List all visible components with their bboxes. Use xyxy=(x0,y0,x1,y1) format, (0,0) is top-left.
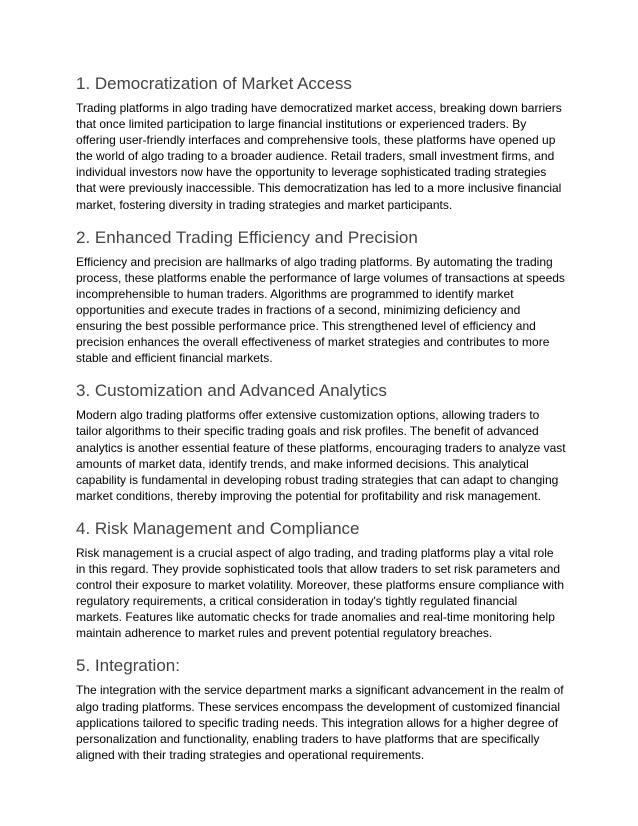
section-paragraph: Trading platforms in algo trading have democratized market access, breaking down barriers that once limited participation to large financial institutions or experienced traders. By offering user-friendly interfaces and comprehensive tools, these platforms have opened up the world of algo trading to a broader audience. Retail traders, small investment firms, and individual investors now have the opportunity to leverage sophisticated trading strategies that were previously inaccessible. This democratization has led to a more inclusive financial market, fostering diversity in trading strategies and market participants. xyxy=(76,101,562,212)
section-market-access xyxy=(76,73,566,213)
section-efficiency-precision xyxy=(76,227,566,367)
section-heading: 4. Risk Management and Compliance xyxy=(76,518,360,538)
section-heading: 3. Customization and Advanced Analytics xyxy=(76,381,387,401)
section-heading: 1. Democratization of Market Access xyxy=(76,74,352,93)
section-heading: 5. Integration: xyxy=(76,656,180,676)
section-paragraph: The integration with the service department marks a significant advancement in the realm of algo trading platforms. These services encompass the development of customized financial applications tailored to specific trading needs. This integration allows for a higher degree of personalization and functionality, enabling traders to have platforms that are specifically aligned with their trading strategies and operational requirements. xyxy=(76,683,564,762)
section-paragraph: Risk management is a crucial aspect of algo trading, and trading platforms play a vital role in this regard. They provide sophisticated tools that allow traders to set risk parameters and control their exposure to market volatility. Moreover, these platforms ensure compliance with regulatory requirements, a critical consideration in today's tightly regulated financial markets. Features like automatic checks for trade anomalies and real-time monitoring help maintain adherence to market rules and prevent potential regulatory breaches. xyxy=(76,545,564,641)
section-integration xyxy=(76,655,566,762)
section-heading: 2. Enhanced Trading Efficiency and Precision xyxy=(76,227,418,247)
section-risk-compliance xyxy=(76,518,566,642)
section-customization-analytics xyxy=(76,380,566,504)
section-paragraph: Efficiency and precision are hallmarks of algo trading platforms. By automating the trading process, these platforms enable the performance of large volumes of transactions at speeds incomprehensible to human traders. Algorithms are programmed to identify market opportunities and execute trades in fractions of a second, minimizing deficiency and ensuring the best possible performance price. This strengthened level of efficiency and precision enhances the overall effectiveness of market strategies and contributes to more stable and efficient financial markets. xyxy=(76,254,565,366)
section-paragraph: Modern algo trading platforms offer extensive customization options, allowing traders to tailor algorithms to their specific trading goals and risk profiles. The benefit of advanced analytics is another essential feature of these platforms, encouraging traders to analyze vast amounts of market data, identify trends, and make informed decisions. This analytical capability is fundamental in developing robust trading strategies that can adapt to changing market conditions, thereby improving the potential for profitability and risk management. xyxy=(76,408,566,503)
document-content xyxy=(76,73,566,763)
